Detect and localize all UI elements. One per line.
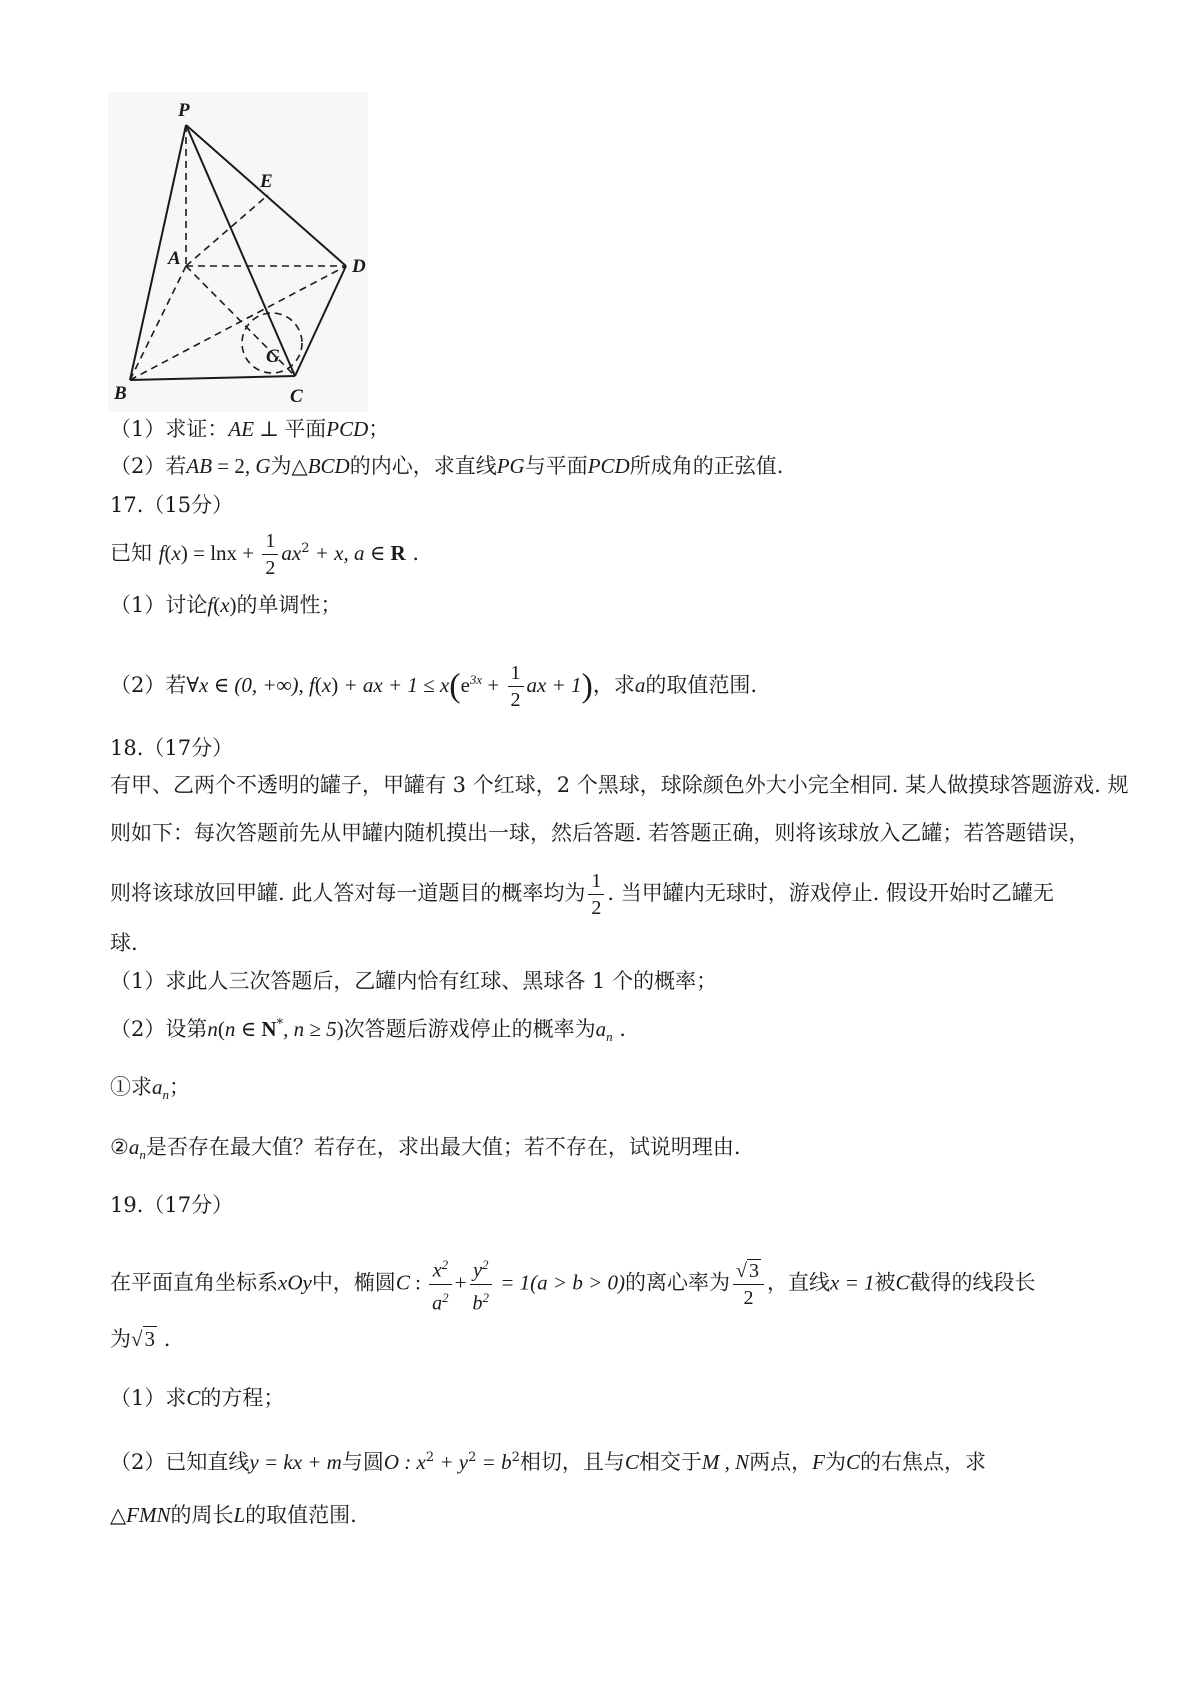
text: （2）若 (110, 454, 187, 478)
math: : (409, 1270, 427, 1295)
math-x: x (220, 593, 230, 617)
superscript: 2 (482, 1289, 490, 1305)
text: 两点， (749, 1450, 813, 1474)
math: b (472, 1292, 483, 1315)
text: 相交于 (638, 1450, 702, 1474)
text: 的方程； (200, 1386, 285, 1410)
numerator: 1 (262, 528, 278, 555)
q17-part2: （2）若∀x ∈ (0, +∞), f(x) + ax + $1 \le x(e^{3x}$ + $\frac{1}{2}$ ax + 1)，求a的取值范围. (110, 662, 758, 711)
superscript: 2 (425, 1450, 435, 1465)
math: ∀x ∈ (0, +∞), (186, 673, 310, 697)
math-l: L (233, 1503, 246, 1527)
label-a: A (168, 248, 181, 269)
math-c: C (895, 1270, 910, 1295)
q19-part2 (110, 1443, 986, 1477)
text: 与平面 (524, 454, 588, 478)
text: （1）讨论 (110, 593, 208, 617)
math-f: f (207, 593, 214, 617)
math-a: a (152, 1075, 163, 1099)
math-e: e (460, 673, 470, 697)
label-b: B (114, 383, 127, 404)
math: ax + 1 (526, 673, 582, 697)
text: 是否存在最大值？若存在，求出最大值；若不存在，试说明理由. (145, 1135, 741, 1159)
math: a (432, 1292, 443, 1315)
subscript: n (606, 1029, 613, 1045)
numerator: 1 (588, 868, 604, 895)
math-ab: AB (186, 454, 213, 478)
math-f: F (812, 1450, 825, 1474)
text: 相切，且与 (519, 1450, 625, 1474)
superscript: 2 (441, 1257, 449, 1272)
label-p: P (178, 100, 190, 121)
q19-line1: 在平面直角坐标系xOy中，椭圆C : $\frac{x^2}{a^2}$ + $\frac{y^2}{b^2}$ = 1(a > b > 0)的离心率为 $\frac{√ 3}{2}$ ，直线x = 1被C截得的线段长 (110, 1252, 1036, 1316)
q18-sub1 (110, 1072, 190, 1110)
math: x (432, 1259, 442, 1282)
q18-sub2 (110, 1132, 741, 1170)
math-f: f (309, 673, 315, 697)
math-c: C (186, 1386, 201, 1410)
fraction-y2-b2 (470, 1252, 493, 1316)
superscript: 2 (511, 1450, 520, 1465)
q17-header: 17.（15分） (110, 493, 234, 517)
fraction-half (588, 868, 604, 921)
text: 的取值范围. (245, 1503, 357, 1527)
text: 次答题后游戏停止的概率为 (343, 1017, 596, 1041)
text: 为△ (270, 454, 308, 478)
denominator: 2 (510, 689, 521, 711)
math-ae: AE ⊥ (228, 417, 285, 441)
text: 为 (110, 1327, 131, 1351)
q18-line2: 则如下：每次答题前先从甲罐内随机摸出一球，然后答题. 若答题正确，则将该球放入乙罐；若答题错误， (110, 821, 1090, 845)
fraction-x2-a2 (429, 1252, 452, 1316)
math: y (473, 1259, 482, 1282)
math: = 1(a > b > 0) (495, 1270, 626, 1295)
text: 与圆 (341, 1450, 384, 1474)
q19-header: 19.（17分） (110, 1193, 234, 1217)
text: . (157, 1327, 171, 1351)
math-x: x (321, 673, 332, 697)
numerator: 1 (508, 660, 524, 687)
label-e: E (260, 171, 273, 192)
subscript: n (162, 1087, 169, 1103)
fraction-half (508, 660, 524, 713)
math-c: C (624, 1450, 639, 1474)
text: ，直线 (767, 1270, 830, 1295)
denominator: 2 (743, 1286, 754, 1309)
math: = b (476, 1450, 512, 1474)
math: n ∈ (224, 1017, 262, 1041)
q19-part1 (110, 1383, 284, 1413)
superscript: 2 (481, 1257, 489, 1272)
math-fmn: FMN (126, 1503, 171, 1527)
text: （2）设第 (110, 1017, 208, 1041)
text: 所成角的正弦值. (629, 454, 784, 478)
text: 截得的线段长 (909, 1270, 1036, 1295)
q17-given: 已知 f(x) = lnx + $\frac{1}{2}$ $ax^2 + x$, a ∈ R . (110, 530, 420, 579)
text: ； (368, 417, 390, 441)
label-g: G (266, 346, 280, 367)
q16-part1 (110, 414, 389, 444)
text: . (405, 541, 420, 565)
text: 已知 (110, 541, 152, 565)
fraction-half (262, 528, 278, 581)
text: △ (110, 1503, 127, 1527)
math-c: C (845, 1450, 860, 1474)
superscript: 3x (469, 672, 483, 687)
text: 的内心，求直线 (349, 454, 497, 478)
radicand: 3 (749, 1259, 759, 1282)
math: x = 1 (830, 1270, 875, 1295)
text: 的离心率为 (625, 1270, 731, 1295)
superscript: 2 (442, 1289, 449, 1305)
text: . (612, 1017, 626, 1041)
q18-line3 (110, 868, 1054, 921)
math-pcd: PCD (587, 454, 630, 478)
text: ； (169, 1075, 190, 1099)
text: （2）若 (110, 673, 187, 697)
text: ①求 (110, 1075, 152, 1099)
text: 的单调性； (236, 593, 342, 617)
math: : x (399, 1450, 426, 1474)
q18-header: 18.（17分） (110, 736, 234, 760)
superscript: 2 (301, 541, 310, 556)
math-naturals: N (261, 1017, 277, 1041)
math-pg: PG (496, 454, 525, 478)
math: + x, a ∈ (309, 541, 391, 565)
radicand: 3 (144, 1327, 156, 1351)
text: 的右焦点，求 (859, 1450, 986, 1474)
math-o: O (383, 1450, 400, 1474)
text: （1）求 (110, 1386, 187, 1410)
text: 被 (874, 1270, 896, 1295)
q18-line4: 球. (110, 931, 138, 955)
math-mn: M , N (701, 1450, 750, 1474)
q16-part2 (110, 451, 783, 481)
q18-line1: 有甲、乙两个不透明的罐子，甲罐有 3 个红球，2 个黑球，球除颜色外大小完全相同. 某人做摸球答题游戏. 规 (110, 773, 1129, 797)
q18-part1: （1）求此人三次答题后，乙罐内恰有红球、黑球各 1 个的概率； (110, 969, 718, 993)
math: + ax + 1 ≤ x (338, 673, 450, 697)
label-d: D (352, 256, 366, 277)
text: 的取值范围. (645, 673, 758, 697)
math-a: a (634, 673, 646, 697)
text: 中，椭圆 (311, 1270, 396, 1295)
math: y = kx + m (249, 1450, 342, 1474)
denominator: 2 (591, 897, 602, 919)
q17-part1: （1）讨论f(x)的单调性； (110, 593, 342, 617)
pyramid-figure (108, 92, 368, 412)
text: 为 (824, 1450, 846, 1474)
math-xoy: xOy (278, 1270, 312, 1295)
text: ② (110, 1135, 129, 1159)
math-a: a (128, 1135, 140, 1159)
math-bcd: BCD (307, 454, 350, 478)
q19-line-last (110, 1500, 357, 1530)
text: . 当甲罐内无球时，游戏停止. 假设开始时乙罐无 (607, 881, 1055, 905)
text: 的周长 (170, 1503, 234, 1527)
math: ax (281, 541, 302, 565)
text: （1）求证： (110, 417, 229, 441)
math-x: x (171, 541, 181, 565)
math-g: G (255, 454, 271, 478)
math-f: f (158, 541, 165, 565)
denominator: 2 (265, 557, 276, 579)
text: 则将该球放回甲罐. 此人答对每一道题目的概率均为 (110, 881, 586, 905)
math-n: n (207, 1017, 218, 1041)
math: = lnx + (187, 541, 260, 565)
subscript: n (139, 1147, 146, 1163)
text: 平面 (284, 417, 327, 441)
q19-line2: 为√3 . (110, 1327, 171, 1351)
math: = 2, (212, 454, 256, 478)
superscript: 2 (468, 1450, 477, 1465)
q18-part2: （2）设第n(n ∈ N*, n ≥ 5)次答题后游戏停止的概率为$a_n$ . (110, 1017, 626, 1045)
label-c: C (290, 386, 303, 407)
superscript: * (276, 1017, 284, 1032)
math-reals: R (390, 541, 406, 565)
text: ，求 (592, 673, 635, 697)
math: + (482, 673, 505, 697)
math: + y (434, 1450, 469, 1474)
math-pcd: PCD (326, 417, 369, 441)
fraction-sqrt3-2: $\frac{√ 3}{2}$ (733, 1258, 764, 1311)
math: , n ≥ 5 (283, 1017, 337, 1041)
text: 在平面直角坐标系 (110, 1270, 278, 1295)
math-c: C (395, 1270, 410, 1295)
text: （2）已知直线 (110, 1450, 250, 1474)
math-a: a (595, 1017, 607, 1041)
